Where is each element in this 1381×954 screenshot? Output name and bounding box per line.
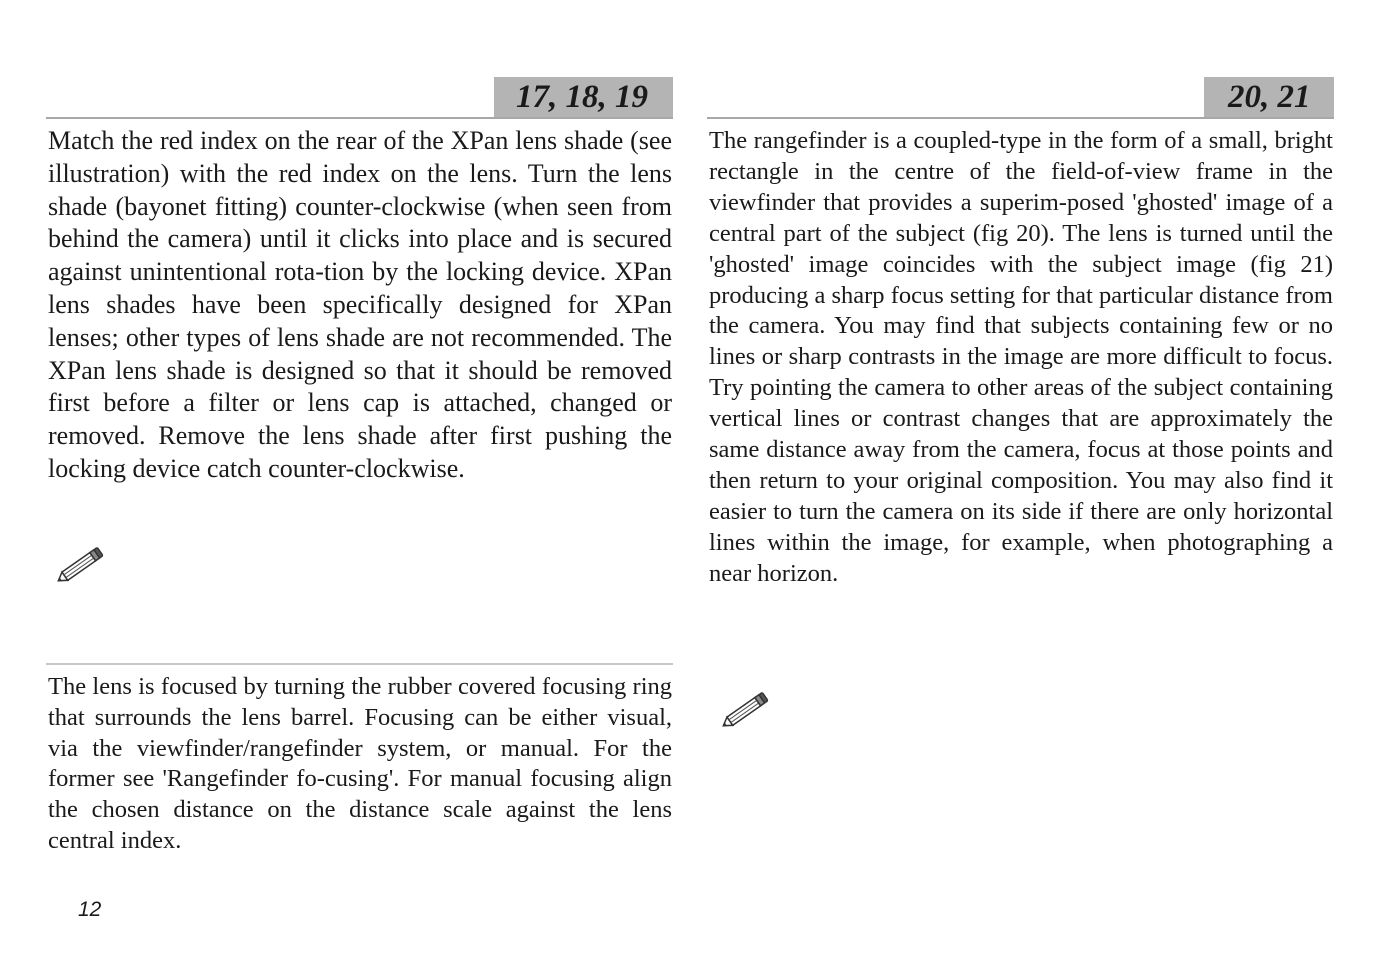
right-section bbox=[707, 77, 1334, 590]
lens-shade-paragraph: Match the red index on the rear of the XPan lens shade (see illustration) with the red index on the lens. Turn the lens shade (bayonet fitting) counter-clockwise (when seen from behind the camera) until it clicks into place and is secured against unintentional rota-tion by the locking device. XPan lens shades have been specifically designed for XPan lenses; other types of lens shade are not recommended. The XPan lens shade is designed so that it should be removed first before a filter or lens cap is attached, changed or removed. Remove the lens shade after first pushing the locking device catch counter-clockwise. bbox=[48, 126, 672, 483]
right-section-header bbox=[707, 77, 1334, 119]
rangefinder-paragraph: The rangefinder is a coupled-type in the form of a small, bright rectangle in the centre of the field-of-view frame in the viewfinder that provides a superim-posed 'ghosted' image of a central part of the subject (fig 20). The lens is turned until the 'ghosted' image coincides with the subject image (fig 21) producing a sharp focus setting for that particular distance from the camera. You may find that subjects containing few or no lines or sharp contrasts in the image are more difficult to focus. Try pointing the camera to other areas of the subject containing vertical lines or contrast changes that are approximately the same distance away from the camera, focus at those points and then return to your original composition. You may also find it easier to turn the camera on its side if there are only horizontal lines within the image, for example, when photographing a near horizon. bbox=[709, 127, 1333, 587]
lens-focusing-paragraph: The lens is focused by turning the rubber covered focusing ring that surrounds the lens barrel. Focusing can be either visual, via the viewfinder/rangefinder system, or manual. For the former see 'Rangefinder fo-cusing'. For manual focusing align the chosen distance on the distance scale against the lens central index. bbox=[48, 673, 672, 854]
left-section bbox=[46, 77, 673, 486]
section-divider bbox=[46, 663, 673, 665]
page-number: 12 bbox=[78, 898, 102, 921]
figure-refs-tab: 17, 18, 19 bbox=[494, 77, 673, 117]
left-section-header bbox=[46, 77, 673, 119]
figure-refs-tab: 20, 21 bbox=[1204, 77, 1334, 117]
pencil-icon bbox=[713, 690, 773, 734]
lens-focusing-section bbox=[46, 666, 673, 857]
pencil-icon bbox=[48, 545, 108, 589]
